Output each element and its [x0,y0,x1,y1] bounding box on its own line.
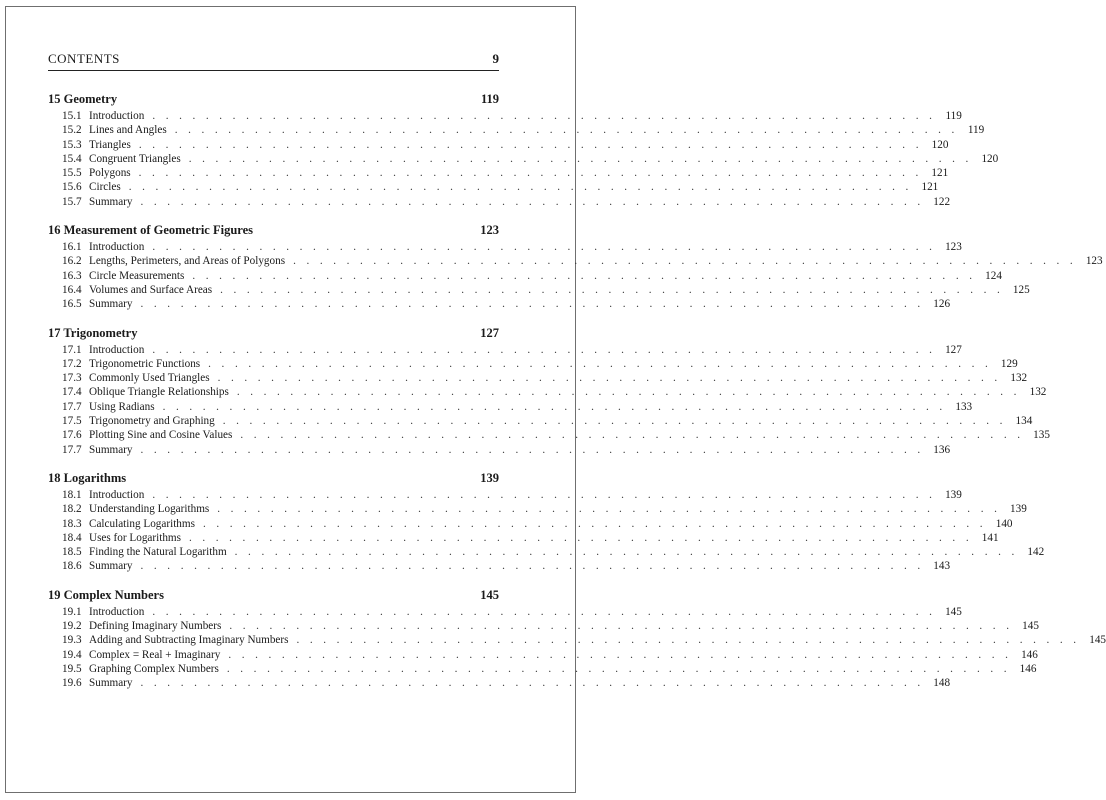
section-entry[interactable] [48,414,1033,428]
chapter-page-number: 139 [480,470,499,485]
section-title: Introduction [89,110,145,122]
section-number: 16.1 [62,241,82,254]
section-title: Summary [89,443,133,456]
dot-leader: . . . . . . . . . . . . . . . . . . . . . . . . . . . . . . . . . . . . . . . . . . . . . . . . . . . . . . . . . . . [293,255,1077,268]
section-title: Introduction [89,605,145,618]
section-number: 15.2 [62,124,82,137]
section-title: Trigonometric Functions [89,357,201,370]
section-page-number: 139 [945,488,962,501]
section-page-number: 135 [1033,429,1050,442]
section-title: Triangles [89,138,131,151]
dot-leader: . . . . . . . . . . . . . . . . . . . . . . . . . . . . . . . . . . . . . . . . . . . . . . . . . . . . . . . . . . . [152,241,936,254]
section-page-number: 140 [995,517,1013,530]
section-title: Introduction [89,241,145,254]
dot-leader: . . . . . . . . . . . . . . . . . . . . . . . . . . . . . . . . . . . . . . . . . . . . . . . . . . . . . . . . . . . [152,605,936,618]
section-entry[interactable] [48,254,1103,268]
section-title: Lengths, Perimeters, and Areas of Polygons [89,255,286,268]
section-title: Calculating Logarithms [89,517,195,530]
section-entry[interactable] [48,400,973,414]
dot-leader: . . . . . . . . . . . . . . . . . . . . . . . . . . . . . . . . . . . . . . . . . . . . . . . . . . . . . . . . . . . [226,662,1011,675]
chapter-heading[interactable] [48,92,499,109]
section-title: Summary [89,677,133,690]
chapter-title: 19 Complex Numbers [48,587,164,602]
dot-leader: . . . . . . . . . . . . . . . . . . . . . . . . . . . . . . . . . . . . . . . . . . . . . . . . . . . . . . . . . . . [202,517,987,530]
header-rule [48,70,499,71]
section-page-number: 145 [1022,620,1039,633]
dot-leader: . . . . . . . . . . . . . . . . . . . . . . . . . . . . . . . . . . . . . . . . . . . . . . . . . . . . . . . . . . . [128,181,913,194]
section-number: 17.4 [62,386,82,399]
chapter-entry [48,587,1106,691]
section-number: 19.6 [62,677,82,690]
section-entry[interactable] [48,283,1030,297]
chapter-title: 17 Trigonometry [48,325,138,340]
dot-leader: . . . . . . . . . . . . . . . . . . . . . . . . . . . . . . . . . . . . . . . . . . . . . . . . . . . . . . . . . . . [236,386,1021,399]
chapter-title: 18 Logarithms [48,470,127,485]
section-title: Uses for Logarithms [89,531,181,544]
section-number: 17.7 [62,400,82,413]
section-entry[interactable] [48,428,1050,442]
section-page-number: 123 [945,241,962,254]
dot-leader: . . . . . . . . . . . . . . . . . . . . . . . . . . . . . . . . . . . . . . . . . . . . . . . . . . . . . . . . . . . [188,531,973,544]
section-page-number: 123 [1085,255,1103,268]
section-page-number: 143 [933,560,951,573]
section-number: 18.6 [62,560,82,573]
section-title: Defining Imaginary Numbers [89,620,222,633]
section-page-number: 127 [945,343,962,356]
dot-leader: . . . . . . . . . . . . . . . . . . . . . . . . . . . . . . . . . . . . . . . . . . . . . . . . . . . . . . . . . . . [140,443,925,456]
section-title: Congruent Triangles [89,152,181,165]
dot-leader: . . . . . . . . . . . . . . . . . . . . . . . . . . . . . . . . . . . . . . . . . . . . . . . . . . . . . . . . . . . [138,167,923,180]
section-title: Oblique Triangle Relationships [89,386,229,399]
running-head [48,51,499,68]
section-page-number: 146 [1021,648,1038,661]
section-title: Trigonometry and Graphing [89,415,215,428]
section-number: 19.2 [62,620,82,633]
section-number: 16.5 [62,298,82,311]
section-number: 17.5 [62,415,82,428]
section-entry[interactable] [48,488,962,502]
chapter-entry [48,92,999,209]
section-entry[interactable] [48,180,939,194]
dot-leader: . . . . . . . . . . . . . . . . . . . . . . . . . . . . . . . . . . . . . . . . . . . . . . . . . . . . . . . . . . . [296,634,1081,647]
section-title: Adding and Subtracting Imaginary Numbers [89,634,289,647]
section-page-number: 134 [1015,415,1033,428]
section-title: Finding the Natural Logarithm [89,546,227,559]
chapter-page-number: 123 [480,223,499,238]
section-entry[interactable] [48,357,1018,371]
dot-leader: . . . . . . . . . . . . . . . . . . . . . . . . . . . . . . . . . . . . . . . . . . . . . . . . . . . . . . . . . . . [217,372,1002,385]
section-title: Using Radians [89,400,155,413]
section-entry[interactable] [48,123,985,137]
section-number: 15.5 [62,167,82,180]
section-number: 18.1 [62,488,82,501]
chapter-entry [48,470,1045,574]
section-title: Introduction [89,343,145,356]
dot-leader: . . . . . . . . . . . . . . . . . . . . . . . . . . . . . . . . . . . . . . . . . . . . . . . . . . . . . . . . . . . [240,429,1024,442]
section-number: 19.1 [62,605,82,618]
section-number: 16.3 [62,269,82,282]
dot-leader: . . . . . . . . . . . . . . . . . . . . . . . . . . . . . . . . . . . . . . . . . . . . . . . . . . . . . . . . . . . [188,152,973,165]
section-number: 15.1 [62,110,82,122]
dot-leader: . . . . . . . . . . . . . . . . . . . . . . . . . . . . . . . . . . . . . . . . . . . . . . . . . . . . . . . . . . . [192,269,976,282]
section-page-number: 132 [1029,386,1047,399]
section-entry[interactable] [48,138,949,152]
section-number: 18.3 [62,517,82,530]
section-page-number: 119 [967,124,985,137]
section-number: 18.4 [62,531,82,544]
chapter-page-number: 119 [480,92,499,106]
section-page-number: 142 [1027,546,1045,559]
page-number: 9 [492,51,499,66]
section-entry[interactable] [48,633,1106,647]
section-page-number: 145 [945,605,962,618]
section-page-number: 146 [1019,662,1037,675]
section-title: Graphing Complex Numbers [89,662,219,675]
contents-page [48,51,1106,691]
section-entry[interactable] [48,648,1038,662]
dot-leader: . . . . . . . . . . . . . . . . . . . . . . . . . . . . . . . . . . . . . . . . . . . . . . . . . . . . . . . . . . . [152,110,936,122]
section-entry[interactable] [48,269,1002,283]
section-page-number: 136 [933,443,951,456]
section-entry[interactable] [48,676,951,690]
section-entry[interactable] [48,385,1047,399]
section-number: 17.2 [62,357,82,370]
section-number: 17.1 [62,343,82,356]
section-entry[interactable] [48,240,962,254]
dot-leader: . . . . . . . . . . . . . . . . . . . . . . . . . . . . . . . . . . . . . . . . . . . . . . . . . . . . . . . . . . . [222,415,1007,428]
section-page-number: 121 [921,181,939,194]
section-number: 19.5 [62,662,82,675]
section-entry[interactable] [48,343,962,357]
dot-leader: . . . . . . . . . . . . . . . . . . . . . . . . . . . . . . . . . . . . . . . . . . . . . . . . . . . . . . . . . . . [140,195,925,208]
dot-leader: . . . . . . . . . . . . . . . . . . . . . . . . . . . . . . . . . . . . . . . . . . . . . . . . . . . . . . . . . . . [234,546,1019,559]
section-entry[interactable] [48,371,1028,385]
dot-leader: . . . . . . . . . . . . . . . . . . . . . . . . . . . . . . . . . . . . . . . . . . . . . . . . . . . . . . . . . . . [220,283,1004,296]
section-number: 16.4 [62,283,82,296]
section-entry[interactable] [48,297,951,311]
dot-leader: . . . . . . . . . . . . . . . . . . . . . . . . . . . . . . . . . . . . . . . . . . . . . . . . . . . . . . . . . . . [228,648,1012,661]
section-title: Commonly Used Triangles [89,372,210,385]
chapter-heading[interactable] [48,326,499,343]
section-entry[interactable] [48,619,1039,633]
chapter-list [48,92,1106,691]
section-title: Circle Measurements [89,269,185,282]
section-title: Polygons [89,167,131,180]
section-number: 18.2 [62,503,82,516]
section-page-number: 122 [933,195,951,208]
section-number: 15.7 [62,195,82,208]
section-title: Complex = Real + Imaginary [89,648,221,661]
section-number: 15.6 [62,181,82,194]
section-page-number: 119 [945,110,962,122]
dot-leader: . . . . . . . . . . . . . . . . . . . . . . . . . . . . . . . . . . . . . . . . . . . . . . . . . . . . . . . . . . . [140,560,925,573]
section-entry[interactable] [48,152,999,166]
section-entry[interactable] [48,531,999,545]
chapter-entry [48,223,1103,311]
section-page-number: 121 [931,167,949,180]
chapter-heading[interactable] [48,588,499,605]
dot-leader: . . . . . . . . . . . . . . . . . . . . . . . . . . . . . . . . . . . . . . . . . . . . . . . . . . . . . . . . . . . [162,400,947,413]
dot-leader: . . . . . . . . . . . . . . . . . . . . . . . . . . . . . . . . . . . . . . . . . . . . . . . . . . . . . . . . . . . [140,677,925,690]
section-number: 19.3 [62,634,82,647]
section-entry[interactable] [48,195,951,209]
section-entry[interactable] [48,166,949,180]
dot-leader: . . . . . . . . . . . . . . . . . . . . . . . . . . . . . . . . . . . . . . . . . . . . . . . . . . . . . . . . . . . [152,488,936,501]
section-page-number: 141 [981,531,999,544]
section-title: Summary [89,298,133,311]
section-page-number: 139 [1010,503,1027,516]
chapter-title: 16 Measurement of Geometric Figures [48,223,254,238]
section-entry[interactable] [48,517,1013,531]
section-page-number: 125 [1012,283,1030,296]
section-title: Understanding Logarithms [89,503,210,516]
section-number: 15.3 [62,138,82,151]
section-entry[interactable] [48,502,1027,516]
section-page-number: 132 [1010,372,1028,385]
section-number: 17.7 [62,443,82,456]
section-number: 17.6 [62,429,82,442]
section-title: Introduction [89,488,145,501]
section-entry[interactable] [48,662,1037,676]
dot-leader: . . . . . . . . . . . . . . . . . . . . . . . . . . . . . . . . . . . . . . . . . . . . . . . . . . . . . . . . . . . [138,138,923,151]
section-entry[interactable] [48,605,962,619]
section-number: 18.5 [62,546,82,559]
dot-leader: . . . . . . . . . . . . . . . . . . . . . . . . . . . . . . . . . . . . . . . . . . . . . . . . . . . . . . . . . . . [152,343,936,356]
section-page-number: 148 [933,677,951,690]
section-entry[interactable] [48,559,951,573]
running-head-title: CONTENTS [48,51,120,66]
section-number: 15.4 [62,152,82,165]
dot-leader: . . . . . . . . . . . . . . . . . . . . . . . . . . . . . . . . . . . . . . . . . . . . . . . . . . . . . . . . . . . [140,298,925,311]
section-entry[interactable] [48,443,951,457]
section-page-number: 124 [985,269,1002,282]
chapter-page-number: 127 [480,325,499,340]
section-page-number: 120 [931,138,949,151]
section-page-number: 129 [1000,357,1018,370]
chapter-page-number: 145 [480,587,499,602]
section-page-number: 145 [1089,634,1106,647]
section-title: Circles [89,181,121,194]
dot-leader: . . . . . . . . . . . . . . . . . . . . . . . . . . . . . . . . . . . . . . . . . . . . . . . . . . . . . . . . . . . [229,620,1013,633]
section-number: 19.4 [62,648,82,661]
chapter-title: 15 Geometry [48,92,118,106]
section-entry[interactable] [48,109,962,123]
section-entry[interactable] [48,545,1045,559]
section-title: Volumes and Surface Areas [89,283,213,296]
chapter-entry [48,325,1050,457]
section-title: Lines and Angles [89,124,167,137]
section-page-number: 126 [933,298,951,311]
dot-leader: . . . . . . . . . . . . . . . . . . . . . . . . . . . . . . . . . . . . . . . . . . . . . . . . . . . . . . . . . . . [217,503,1001,516]
dot-leader: . . . . . . . . . . . . . . . . . . . . . . . . . . . . . . . . . . . . . . . . . . . . . . . . . . . . . . . . . . . [174,124,959,137]
section-title: Summary [89,560,133,573]
section-number: 16.2 [62,255,82,268]
section-number: 17.3 [62,372,82,385]
section-page-number: 133 [955,400,973,413]
section-title: Summary [89,195,133,208]
section-title: Plotting Sine and Cosine Values [89,429,233,442]
dot-leader: . . . . . . . . . . . . . . . . . . . . . . . . . . . . . . . . . . . . . . . . . . . . . . . . . . . . . . . . . . . [208,357,992,370]
chapter-heading[interactable] [48,471,499,488]
chapter-heading[interactable] [48,223,499,240]
section-page-number: 120 [981,152,999,165]
